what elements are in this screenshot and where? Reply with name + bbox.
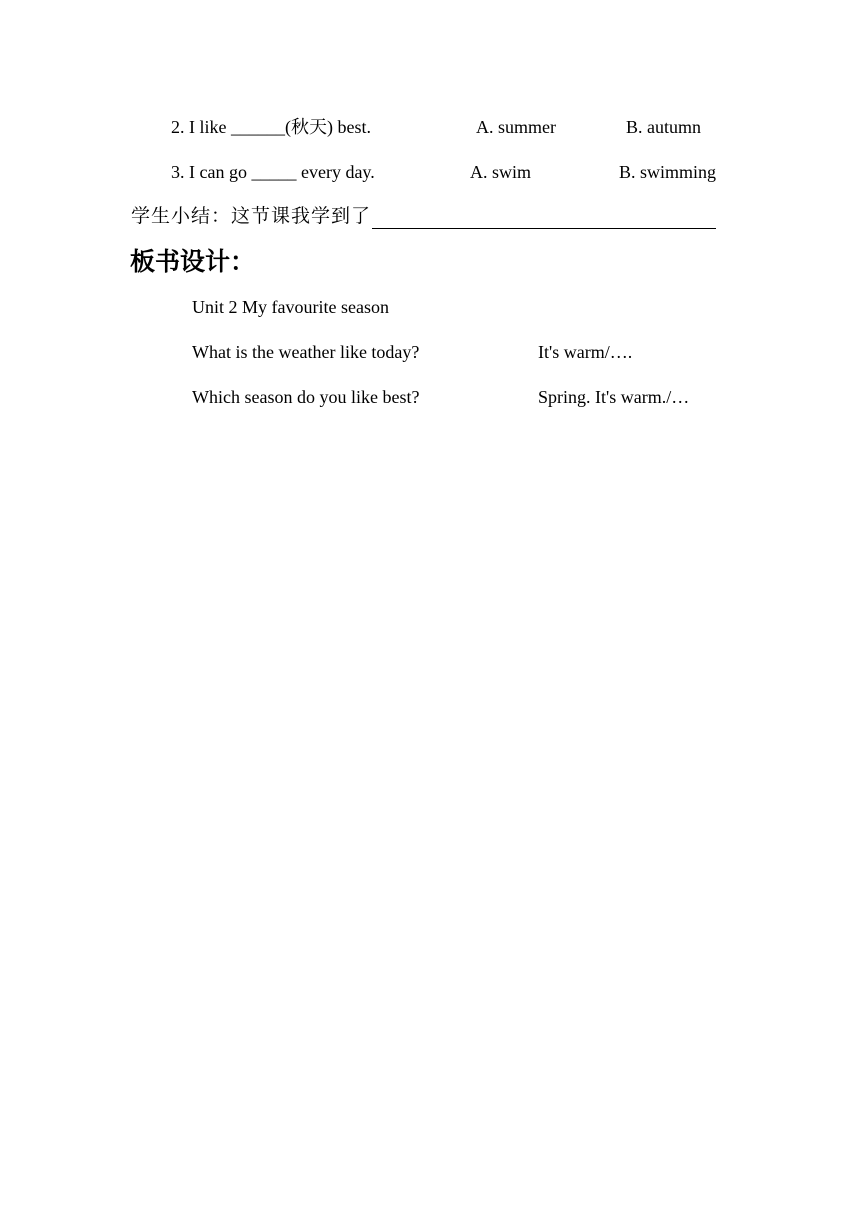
question-2-stem: 2. I like ______(秋天) best. — [171, 117, 371, 137]
board-design-heading: 板书设计： — [130, 247, 256, 276]
board-design-question-2: Which season do you like best? — [192, 387, 420, 407]
question-3-option-b: B. swimming — [619, 162, 717, 182]
board-design-answer-2: Spring. It's warm./… — [538, 387, 690, 407]
question-2-option-a: A. summer — [476, 117, 556, 137]
question-3-option-a: A. swim — [470, 162, 532, 182]
student-summary — [131, 203, 716, 229]
summary-blank-line — [372, 208, 716, 229]
question-2-option-b: B. autumn — [626, 117, 701, 137]
board-design-title: Unit 2 My favourite season — [192, 297, 389, 317]
student-summary-label: 学生小结：这节课我学到了 — [131, 205, 372, 227]
board-design-question-1: What is the weather like today? — [192, 342, 420, 362]
question-3-stem: 3. I can go _____ every day. — [171, 162, 375, 182]
board-design-answer-1: It's warm/…. — [538, 342, 633, 362]
